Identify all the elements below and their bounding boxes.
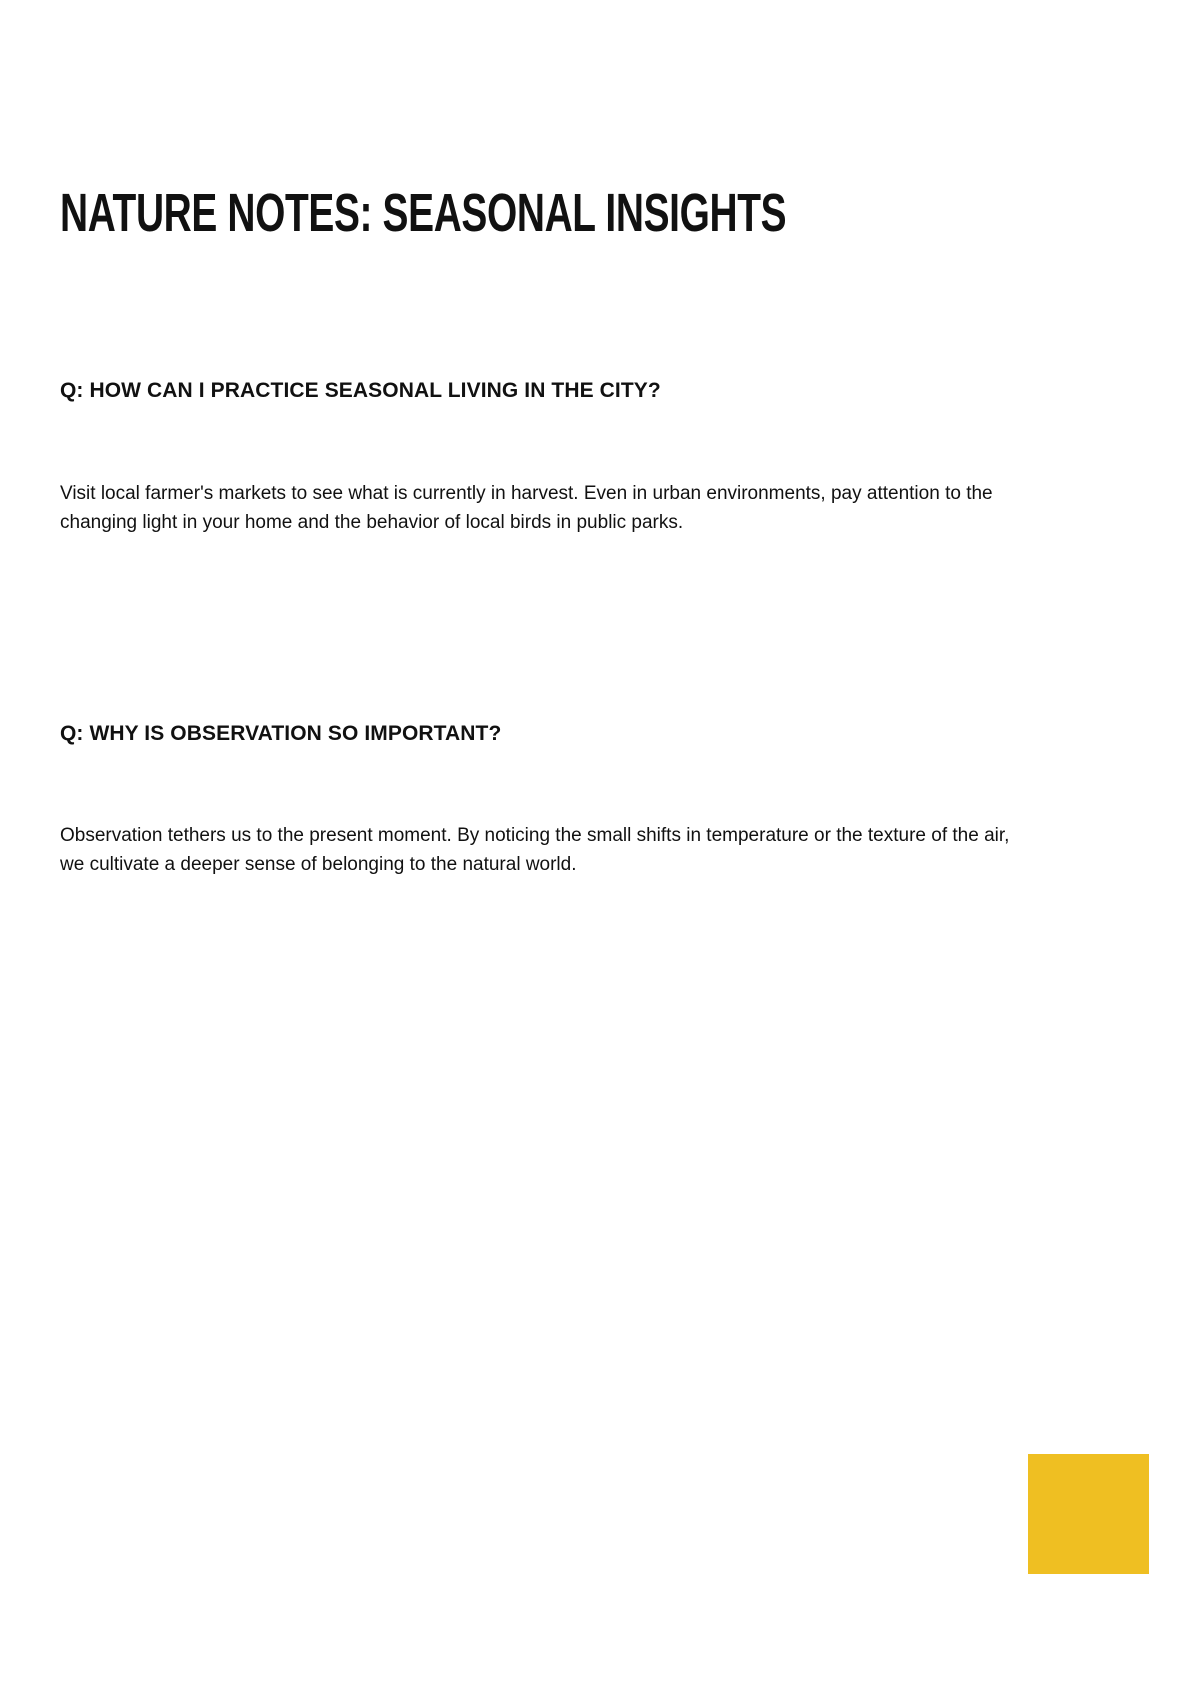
- faq-answer-observation: Observation tethers us to the present moment. By noticing the small shifts in temperature or the texture of the air, we cultivate a deeper sense of belonging to the natural world.: [60, 825, 1010, 875]
- faq-question-observation: Q: WHY IS OBSERVATION SO IMPORTANT?: [60, 722, 502, 745]
- faq-question-seasonal-living: Q: HOW CAN I PRACTICE SEASONAL LIVING IN THE CITY?: [60, 379, 661, 402]
- faq-answer-seasonal-living: Visit local farmer's markets to see what is currently in harvest. Even in urban environments, pay attention to the changing light in your home and the behavior of local birds in public parks.: [60, 483, 993, 533]
- page-title: NATURE NOTES: SEASONAL INSIGHTS: [60, 183, 787, 243]
- decorative-accent-square: [1028, 1454, 1149, 1574]
